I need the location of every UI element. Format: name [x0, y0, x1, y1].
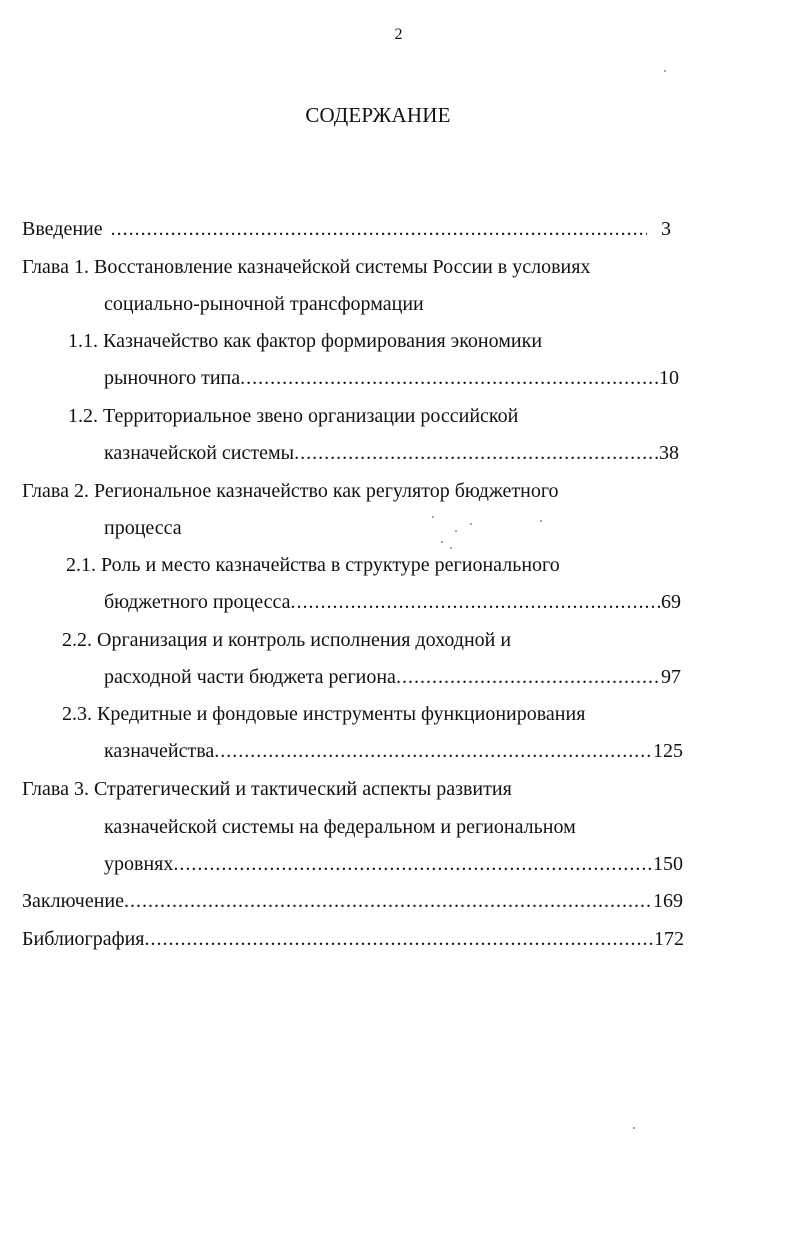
toc-page-number: 169	[653, 890, 683, 912]
toc-section-2-2-title: 2.2. Организация и контроль исполнения доходной и	[62, 629, 512, 651]
dot-leader	[173, 851, 653, 877]
toc-entry-label: казначейства	[104, 740, 215, 762]
dot-leader	[124, 888, 653, 914]
toc-page-number: 69	[661, 591, 681, 613]
toc-entry-label: Библиография	[22, 928, 145, 950]
toc-entry-conclusion	[22, 888, 683, 914]
toc-entry-section-1-1	[104, 365, 679, 391]
toc-entry-section-1-2	[104, 440, 679, 466]
toc-page-number: 150	[653, 853, 683, 875]
toc-page-number: 38	[659, 442, 679, 464]
toc-section-1-2-title: 1.2. Территориальное звено организации российской	[68, 405, 519, 427]
dot-leader	[396, 664, 661, 690]
toc-entry-chapter-3	[104, 851, 683, 877]
toc-entry-section-2-1	[104, 589, 681, 615]
toc-page-number: 125	[653, 740, 683, 762]
speck	[470, 523, 472, 525]
toc-entry-bibliography	[22, 926, 684, 952]
toc-section-2-1-title: 2.1. Роль и место казначейства в структуре регионального	[66, 554, 560, 576]
toc-entry-label: уровнях	[104, 853, 174, 875]
toc-section-2-3-title: 2.3. Кредитные и фондовые инструменты функционирования	[62, 703, 586, 725]
speck	[540, 520, 542, 522]
toc-entry-label: Введение	[22, 218, 103, 240]
toc-page-number: 172	[654, 928, 684, 950]
toc-entry-label: казначейской системы	[104, 442, 295, 464]
toc-chapter-1-title-cont: социально-рыночной трансформации	[104, 293, 424, 315]
toc-entry-label: Заключение	[22, 890, 124, 912]
speck	[450, 547, 452, 549]
dot-leader	[111, 216, 647, 242]
dot-leader	[291, 589, 661, 615]
dot-leader	[145, 926, 655, 952]
dot-leader	[240, 365, 659, 391]
page-number: 2	[394, 26, 403, 43]
toc-entry-intro	[22, 216, 671, 242]
toc-chapter-2-title: Глава 2. Региональное казначейство как регулятор бюджетного	[22, 480, 559, 502]
toc-entry-label: расходной части бюджета региона	[104, 666, 396, 688]
toc-page-number: 10	[659, 367, 679, 389]
speck	[455, 530, 457, 532]
dot-leader	[294, 440, 659, 466]
toc-entry-label: рыночного типа	[104, 367, 241, 389]
toc-entry-section-2-3	[104, 738, 683, 764]
toc-chapter-1-title: Глава 1. Восстановление казначейской системы России в условиях	[22, 256, 591, 278]
speck	[432, 516, 434, 518]
speck	[441, 541, 443, 543]
toc-page-number: 3	[661, 218, 671, 240]
toc-page-number: 97	[661, 666, 681, 688]
toc-section-1-1-title: 1.1. Казначейство как фактор формирования экономики	[68, 330, 543, 352]
speck	[633, 1127, 635, 1129]
toc-entry-section-2-2	[104, 664, 681, 690]
dot-leader	[214, 738, 653, 764]
toc-chapter-3-title: Глава 3. Стратегический и тактический аспекты развития	[22, 778, 512, 800]
toc-entry-label: бюджетного процесса	[104, 591, 291, 613]
toc-chapter-3-title-cont: казначейской системы на федеральном и региональном	[104, 816, 576, 838]
toc-chapter-2-title-cont: процесса	[104, 517, 182, 539]
speck	[664, 70, 666, 72]
page-title: СОДЕРЖАНИЕ	[305, 103, 451, 127]
